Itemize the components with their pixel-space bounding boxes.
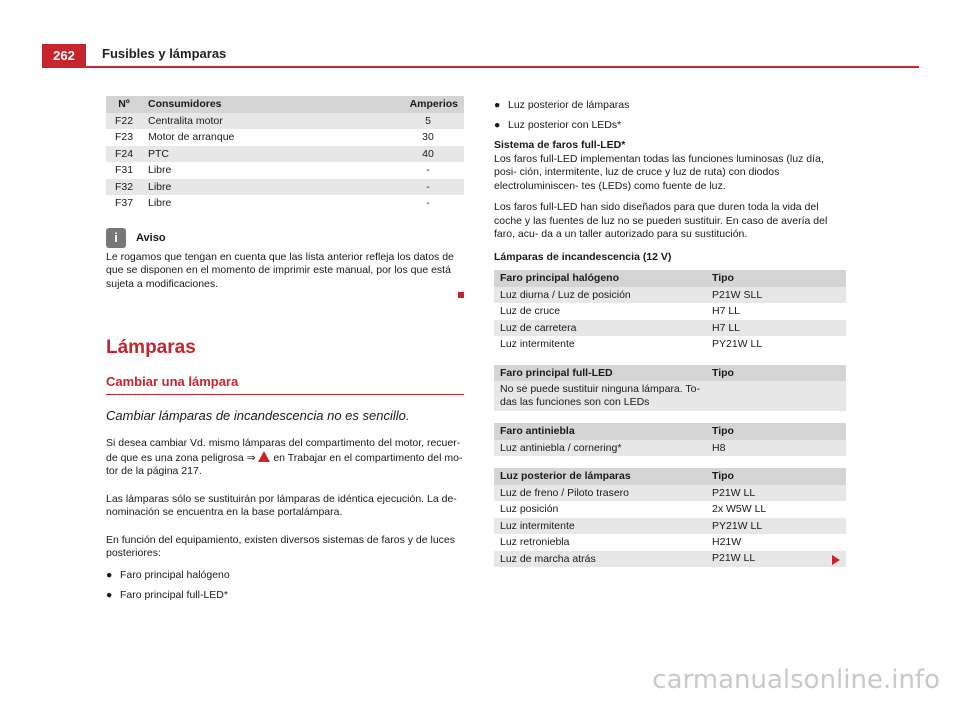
left-column [106,96,464,601]
lamp-type [706,381,846,411]
fuse-id: F32 [114,180,134,193]
lamp-function: Luz de cruce [500,305,561,318]
continue-arrow-icon [832,555,840,565]
lamp-function: Luz de freno / Piloto trasero [500,486,629,499]
lamp-function: Luz intermitente [500,519,575,532]
bullet-icon: ● [106,568,113,581]
lamp-function: Luz intermitente [500,338,575,351]
list-item-label: Faro principal halógeno [120,568,230,581]
lamp-type: PY21W LL [712,338,763,351]
lamp-function: Luz de marcha atrás [500,552,596,565]
table-row [106,179,464,196]
fuse-amps: 40 [422,147,434,160]
lamp-function: Luz retroniebla [500,536,570,549]
fuse-consumer: Libre [148,197,172,210]
col-header-lamp: Faro principal full-LED [500,366,613,379]
lamp-type: P21W LL [712,486,756,499]
col-header-lamp: Faro antiniebla [500,425,575,438]
subsection-rule [106,394,464,395]
col-header-consumers: Consumidores [148,98,222,111]
table-header-row [106,96,464,113]
lamp-type: H8 [712,441,726,454]
fullled-lamp-table [494,365,846,412]
fuse-amps: - [426,197,430,210]
fuse-consumer: Libre [148,180,172,193]
fuse-id: F22 [114,114,134,127]
table-row [494,501,846,518]
table-gap [494,456,846,468]
col-header-lamp: Luz posterior de lámparas [500,470,631,483]
lamp-type: H7 LL [712,305,741,318]
info-icon: i [106,228,126,248]
col-header-number: Nº [118,98,130,111]
lamp-type-text: P21W LL [712,552,756,565]
fullled-heading: Sistema de faros full-LED* [494,139,626,151]
warning-icon [258,451,270,462]
bullet-icon: ● [494,99,501,111]
fuse-amps: - [426,180,430,193]
fuse-amps: - [426,164,430,177]
table-row [106,129,464,146]
table-row [106,195,464,212]
fog-lamp-table [494,423,846,456]
list-item [106,589,464,601]
lamp-function: Luz de carretera [500,321,577,334]
right-column [494,96,846,567]
table-row [494,320,846,337]
fuse-amps: 30 [422,131,434,144]
table-gap [494,353,846,365]
lamps-heading: Lámparas de incandescencia (12 V) [494,250,672,263]
col-header-type: Tipo [712,470,734,483]
halogen-lamp-table [494,270,846,353]
paragraph-systems: En función del equipamiento, existen diversos sistemas de faros y de luces posteriores: [106,533,456,559]
table-header-row [494,365,846,382]
lamp-type: H7 LL [712,321,741,334]
bullet-icon: ● [106,588,113,601]
fuse-id: F24 [114,147,134,160]
fuse-id: F23 [114,131,134,144]
lamp-type: 2x W5W LL [712,503,767,516]
aviso-body: Le rogamos que tengan en cuenta que las lista anterior refleja los datos de que se disponen en el momento de imprimir este manual, por los que está sujeta a modificaciones. [106,250,454,290]
col-header-type: Tipo [712,366,734,379]
table-header-row [494,468,846,485]
table-row [494,518,846,535]
fuse-consumer: Motor de arranque [148,131,235,144]
paragraph-lamp-type: Las lámparas sólo se sustituirán por lámparas de idéntica ejecución. La de- nominación se encuentra en la base portalámpara. [106,492,457,518]
subsection-title: Cambiar una lámpara [106,374,239,389]
col-header-type: Tipo [712,272,734,285]
para1-text-a: Si desea cambiar Vd. mismo lámparas del compartimento del motor, recuer- de que es una zona peligrosa ⇒ [106,437,461,464]
table-row [106,113,464,130]
col-header-lamp: Faro principal halógeno [500,272,620,285]
table-row [494,551,846,568]
table-row [494,287,846,304]
list-item [106,569,464,581]
fuse-table [106,96,464,212]
end-of-note-icon [458,292,464,298]
table-row [494,303,846,320]
fullled-paragraph-1: Los faros full-LED implementan todas las funciones luminosas (luz día, posi- ción, intermitente, luz de cruce y luz de ruta) con diodos electroluminiscen- tes (LEDs) como fuente de luz. [494,152,824,192]
list-item-label: Luz posterior de lámparas [508,99,630,111]
page-header-title: Fusibles y lámparas [102,46,227,61]
table-gap [494,411,846,423]
lamp-function: Luz diurna / Luz de posición [500,288,631,301]
fuse-consumer: PTC [148,147,169,160]
lead-sentence: Cambiar lámparas de incandescencia no es sencillo. [106,408,410,423]
aviso-title: Aviso [136,231,166,244]
fuse-consumer: Libre [148,164,172,177]
section-title: Lámparas [106,337,196,358]
lamp-function: Luz posición [500,503,559,516]
paragraph-engine-warning [106,437,464,479]
table-header-row [494,270,846,287]
fuse-id: F31 [114,164,134,177]
table-row [106,162,464,179]
rear-lamp-table [494,468,846,567]
fuse-id: F37 [114,197,134,210]
list-item-label: Faro principal full-LED* [120,588,228,601]
table-row [106,146,464,163]
lamp-function: No se puede sustituir ninguna lámpara. To- das las funciones son con LEDs [500,383,701,408]
watermark: carmanualsonline.info [652,665,940,695]
lamp-type: PY21W LL [712,519,763,532]
aviso-text [106,251,464,292]
bullet-icon: ● [494,119,501,131]
fullled-paragraph-2: Los faros full-LED han sido diseñados para que duren toda la vida del coche y las fuentes de luz no se pueden sustituir. En caso de avería del faro, acu- da a un taller autorizado para su sustitución. [494,201,828,240]
list-item-label: Luz posterior con LEDs* [508,119,622,131]
lamp-function: Luz antiniebla / cornering* [500,441,622,454]
list-item [494,119,846,131]
page-number: 262 [42,44,86,66]
table-row [494,381,846,411]
list-item [494,99,846,111]
aviso-heading [106,228,464,248]
table-row [494,336,846,353]
col-header-amps: Amperios [409,98,458,111]
table-row [494,534,846,551]
header-rule [42,66,919,68]
lamp-type [706,551,846,568]
fuse-amps: 5 [425,114,431,127]
col-header-type: Tipo [712,425,734,438]
para1-text-b: en Trabajar en el compartimento del mo- tor de la página 217. [106,451,463,477]
table-row [494,485,846,502]
table-row [494,440,846,457]
fuse-consumer: Centralita motor [148,114,223,127]
table-header-row [494,423,846,440]
lamp-type: H21W [712,536,742,549]
lamp-type: P21W SLL [712,288,763,301]
